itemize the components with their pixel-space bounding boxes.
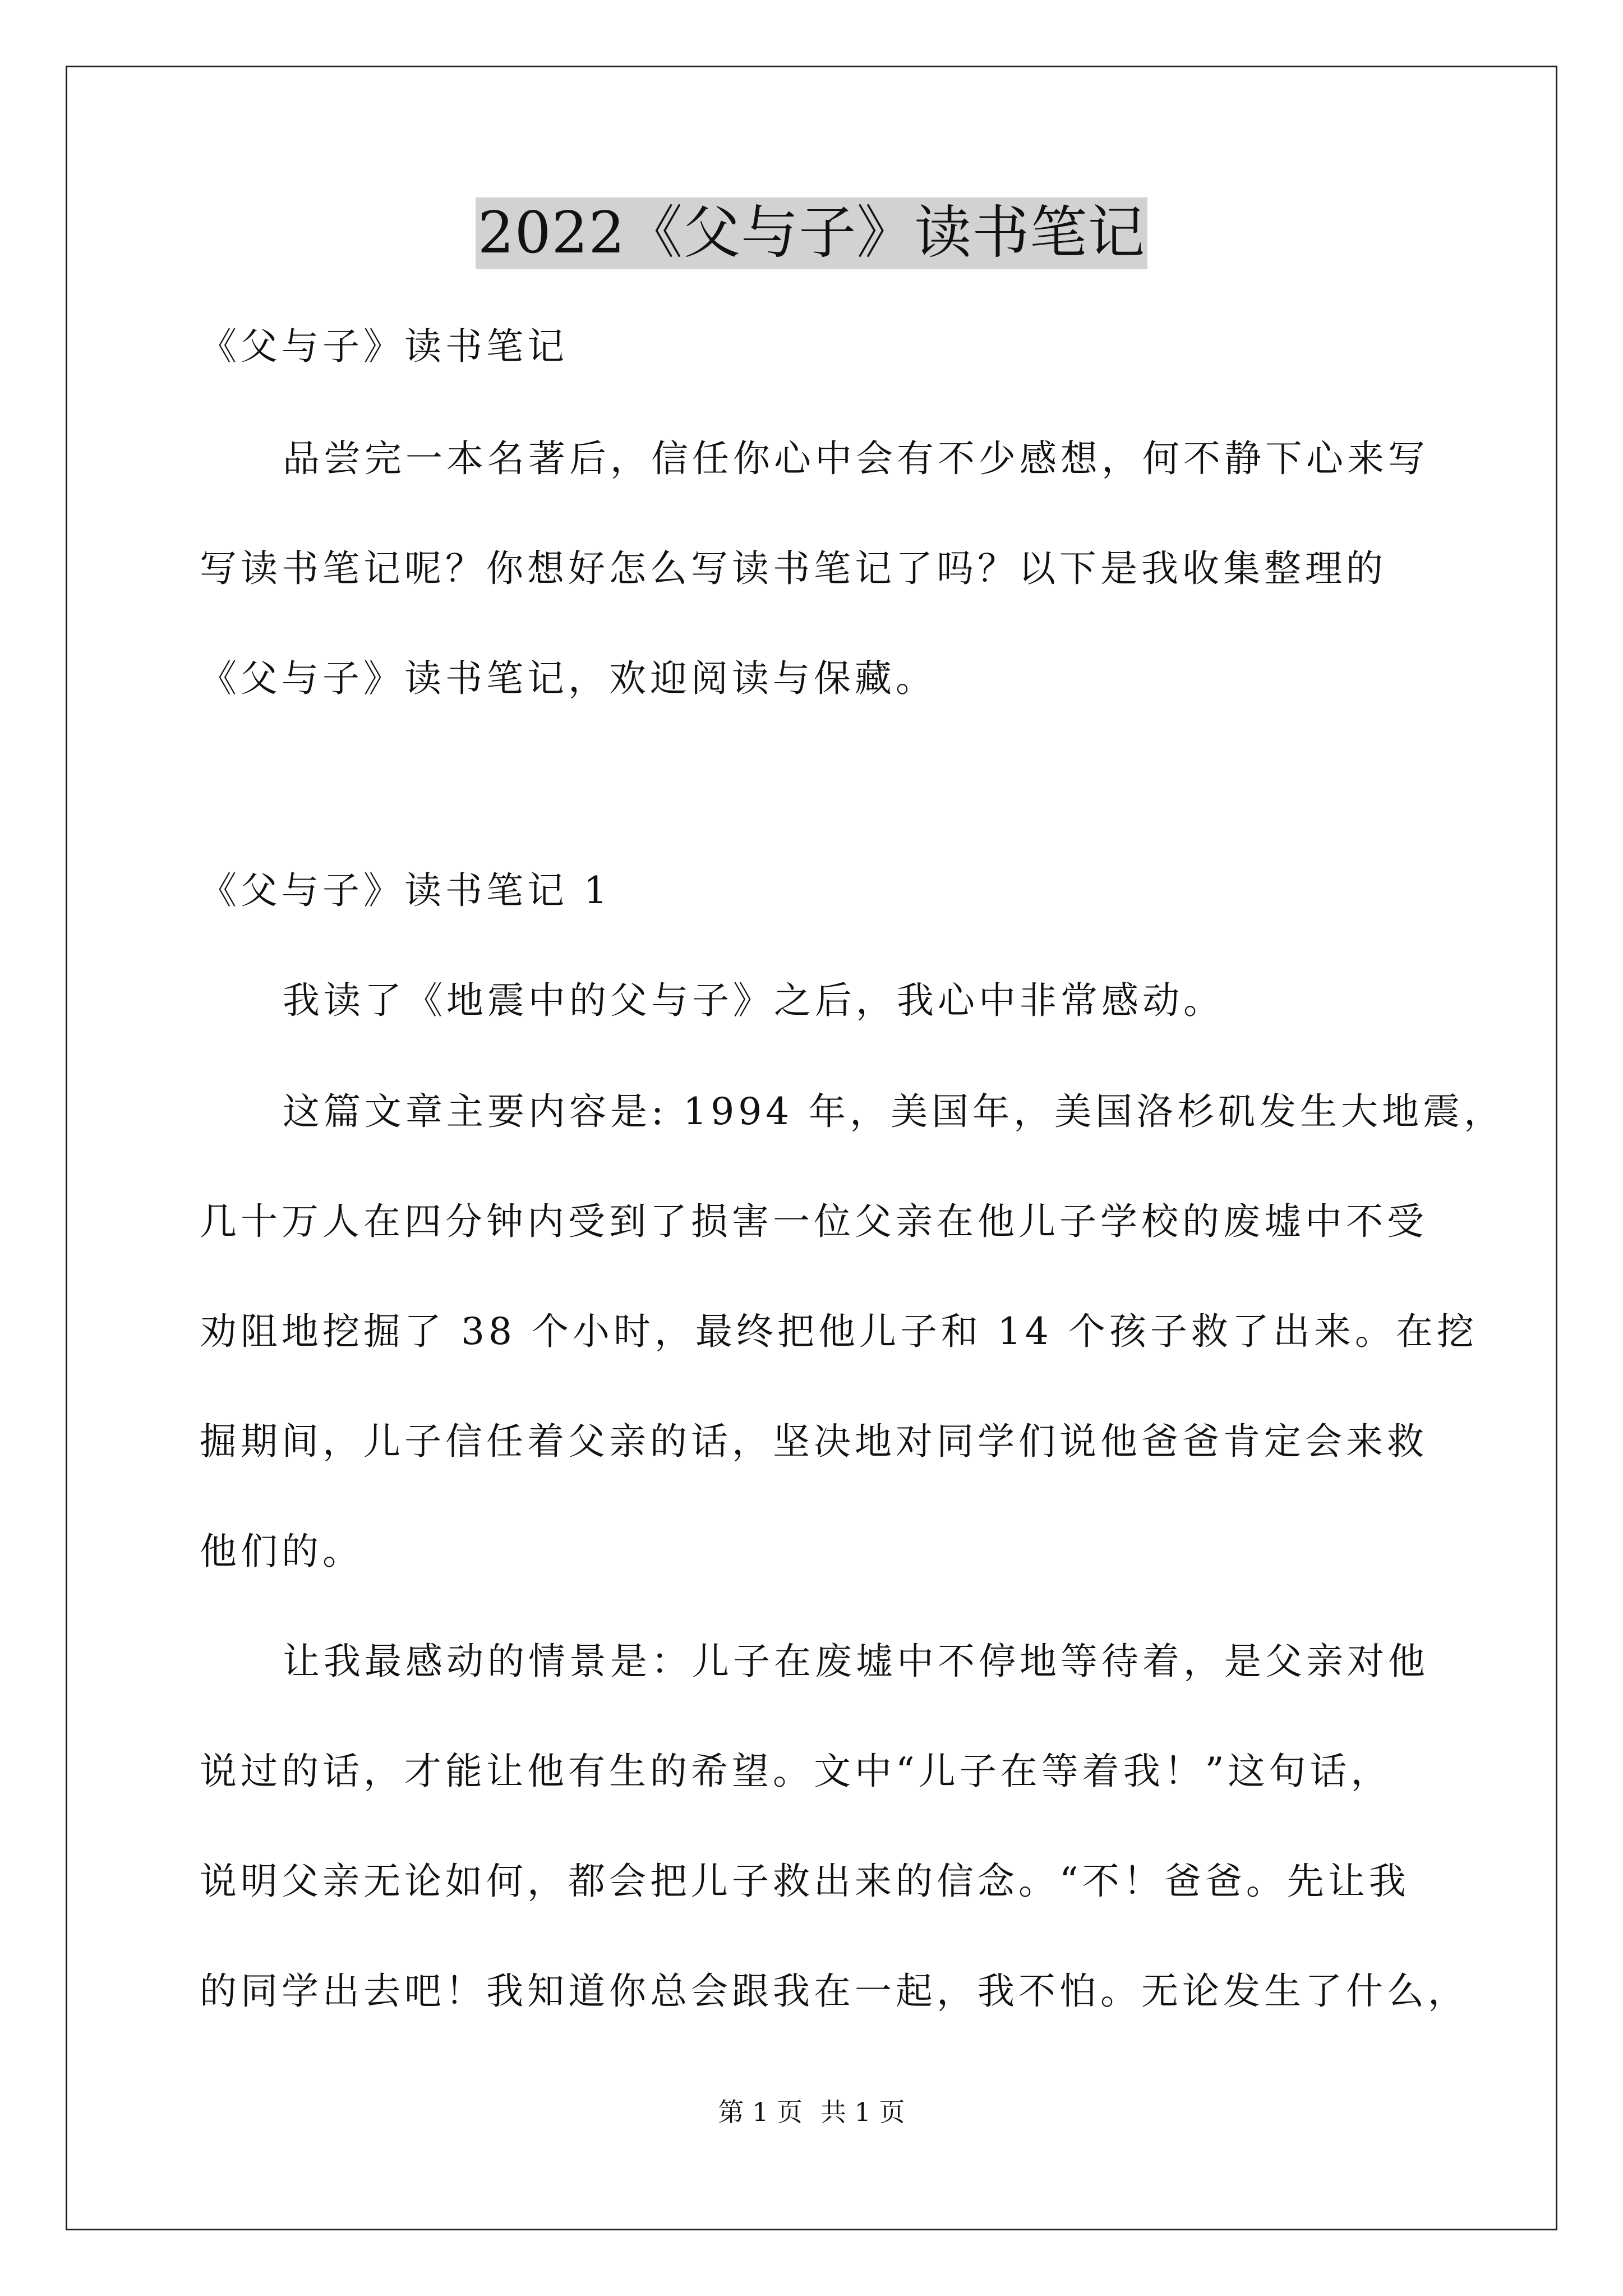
- intro-line: 品尝完一本名著后，信任你心中会有不少感想，何不静下心来写: [283, 437, 1429, 480]
- paragraph-line: 几十万人在四分钟内受到了损害一位父亲在他儿子学校的废墟中不受: [200, 1200, 1428, 1243]
- page-footer: [0, 2095, 1623, 2129]
- intro-line: 《父与子》读书笔记，欢迎阅读与保藏。: [200, 657, 937, 700]
- paragraph-line: 的同学出去吧！我知道你总会跟我在一起，我不怕。无论发生了什么，: [200, 1970, 1469, 2013]
- subtitle: 《父与子》读书笔记: [200, 325, 568, 368]
- section-heading: 《父与子》读书笔记 1: [200, 869, 611, 912]
- intro-line: 写读书笔记呢？你想好怎么写读书笔记了吗？以下是我收集整理的: [200, 547, 1387, 590]
- page-total: 共 1 页: [820, 2097, 905, 2127]
- paragraph-line: 说过的话，才能让他有生的希望。文中“儿子在等着我！”这句话，: [200, 1750, 1392, 1793]
- page-number: 第 1 页: [718, 2097, 803, 2127]
- paragraph-line: 说明父亲无论如何，都会把儿子救出来的信念。“不！爸爸。先让我: [200, 1860, 1410, 1903]
- paragraph-line: 掘期间，儿子信任着父亲的话，坚决地对同学们说他爸爸肯定会来救: [200, 1420, 1428, 1463]
- document-title: 2022《父与子》读书笔记: [476, 197, 1148, 269]
- paragraph-line: 我读了《地震中的父与子》之后，我心中非常感动。: [283, 979, 1224, 1022]
- paragraph-line: 劝阻地挖掘了 38 个小时，最终把他儿子和 14 个孩子救了出来。在挖: [200, 1310, 1478, 1353]
- paragraph-line: 让我最感动的情景是：儿子在废墟中不停地等待着，是父亲对他: [283, 1640, 1429, 1683]
- paragraph-line: 他们的。: [200, 1530, 363, 1573]
- paragraph-line: 这篇文章主要内容是: 1994 年，美国年，美国洛杉矶发生大地震，: [283, 1090, 1505, 1133]
- title-container: [0, 197, 1623, 269]
